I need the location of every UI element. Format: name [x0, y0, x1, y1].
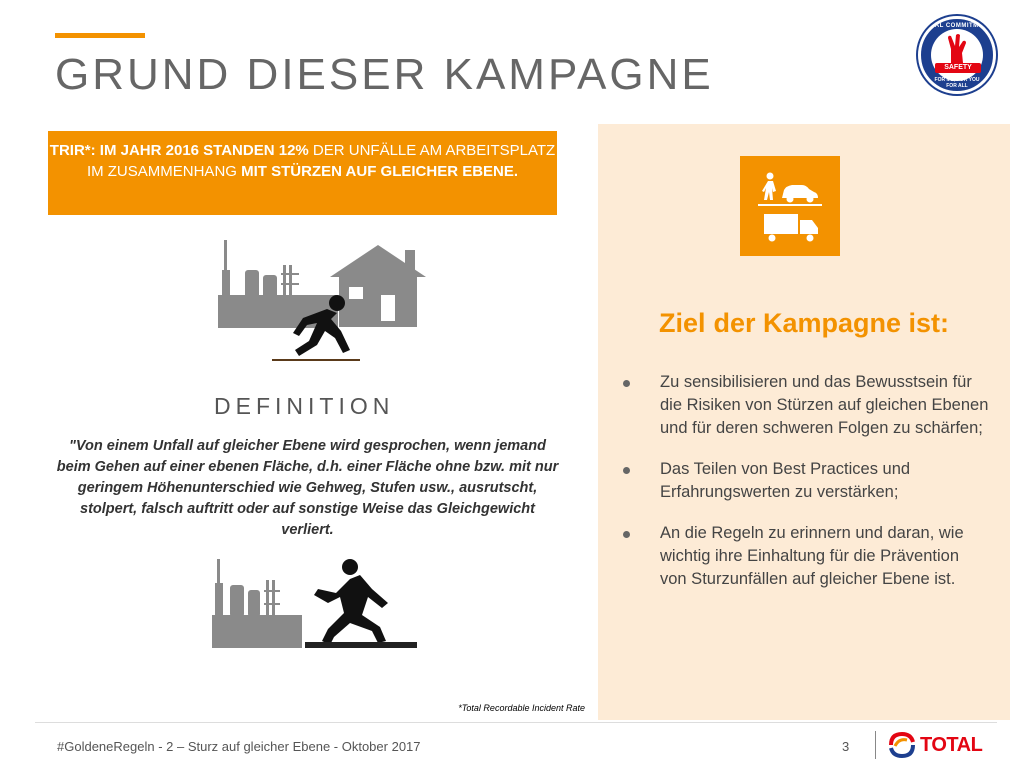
badge-bottom-text [921, 77, 993, 89]
factory-icon [212, 559, 302, 648]
footer-vertical-divider [875, 731, 876, 759]
house-icon [330, 245, 426, 327]
total-logo-text: TOTAL [920, 734, 983, 756]
badge-safety-label: SAFETY [935, 63, 981, 73]
footer-text: #GoldeneRegeln - 2 – Sturz auf gleicher Ebene - Oktober 2017 [57, 739, 421, 754]
safety-badge-logo [918, 16, 996, 94]
footnote: *Total Recordable Incident Rate [458, 703, 585, 713]
goal-heading-word1: Ziel [658, 308, 706, 338]
slipping-person-illustration [210, 555, 420, 655]
list-item [620, 371, 990, 440]
trir-text-regular: DER UNFÄLLE AM ARBEITSPLATZ IM ZUSAMMENHANG [86, 142, 556, 180]
definition-heading: DEFINITION [214, 393, 395, 419]
footer-divider-line [35, 722, 997, 723]
tripping-person-illustration [215, 235, 430, 365]
goal-bullet-list [620, 371, 990, 609]
badge-bottom-line2: FOR ALL [946, 83, 968, 89]
bullet-text: Das Teilen von Best Practices und Erfahrungswerten zu verstärken; [660, 460, 911, 501]
goal-heading [598, 308, 1010, 339]
hand-icon [943, 33, 973, 67]
trir-text-bold-end: MIT STÜRZEN AUF GLEICHER EBENE. [241, 163, 519, 180]
definition-text: "Von einem Unfall auf gleicher Ebene wird gesprochen, wenn jemand beim Gehen auf einer ebenen Fläche, d.h. einer Fläche ohne bzw. mit nur geringem Höhenunterschied wie Gehweg, Stufen usw., ausrutscht, stolpert, falsch auftritt oder auf sonstige Weise das Gleichgewicht verliert. [56, 438, 559, 538]
badge-bottom-line1: FOR ME, FOR YOU [934, 77, 980, 83]
total-logo-icon [887, 730, 917, 760]
list-item [620, 522, 990, 591]
title-accent-bar [55, 33, 145, 38]
slipping-person-icon [314, 559, 388, 645]
bullet-text: Zu sensibilisieren und das Bewusstsein für die Risiken von Stürzen auf gleichen Ebenen und für deren schweren Folgen zu schärfen; [660, 373, 989, 437]
bullet-dot-icon [623, 467, 630, 474]
goal-heading-word2: der Kampagne ist: [713, 308, 950, 338]
bullet-text: An die Regeln zu erinnern und daran, wie wichtig ihre Einhaltung für die Prävention von Sturzunfällen auf gleicher Ebene ist. [660, 524, 964, 588]
slide-title: GRUND DIESER KAMPAGNE [55, 50, 714, 99]
road-traffic-icon [740, 156, 840, 256]
total-logo [887, 730, 997, 762]
bullet-dot-icon [623, 531, 630, 538]
badge-top-text: TOTAL COMMITMENT [921, 23, 993, 29]
trir-statistic-box [48, 131, 557, 215]
trir-text-bold-start: TRIR*: IM JAHR 2016 STANDEN 12% [49, 142, 309, 159]
page-number: 3 [842, 739, 850, 754]
bullet-dot-icon [623, 380, 630, 387]
list-item [620, 458, 990, 504]
